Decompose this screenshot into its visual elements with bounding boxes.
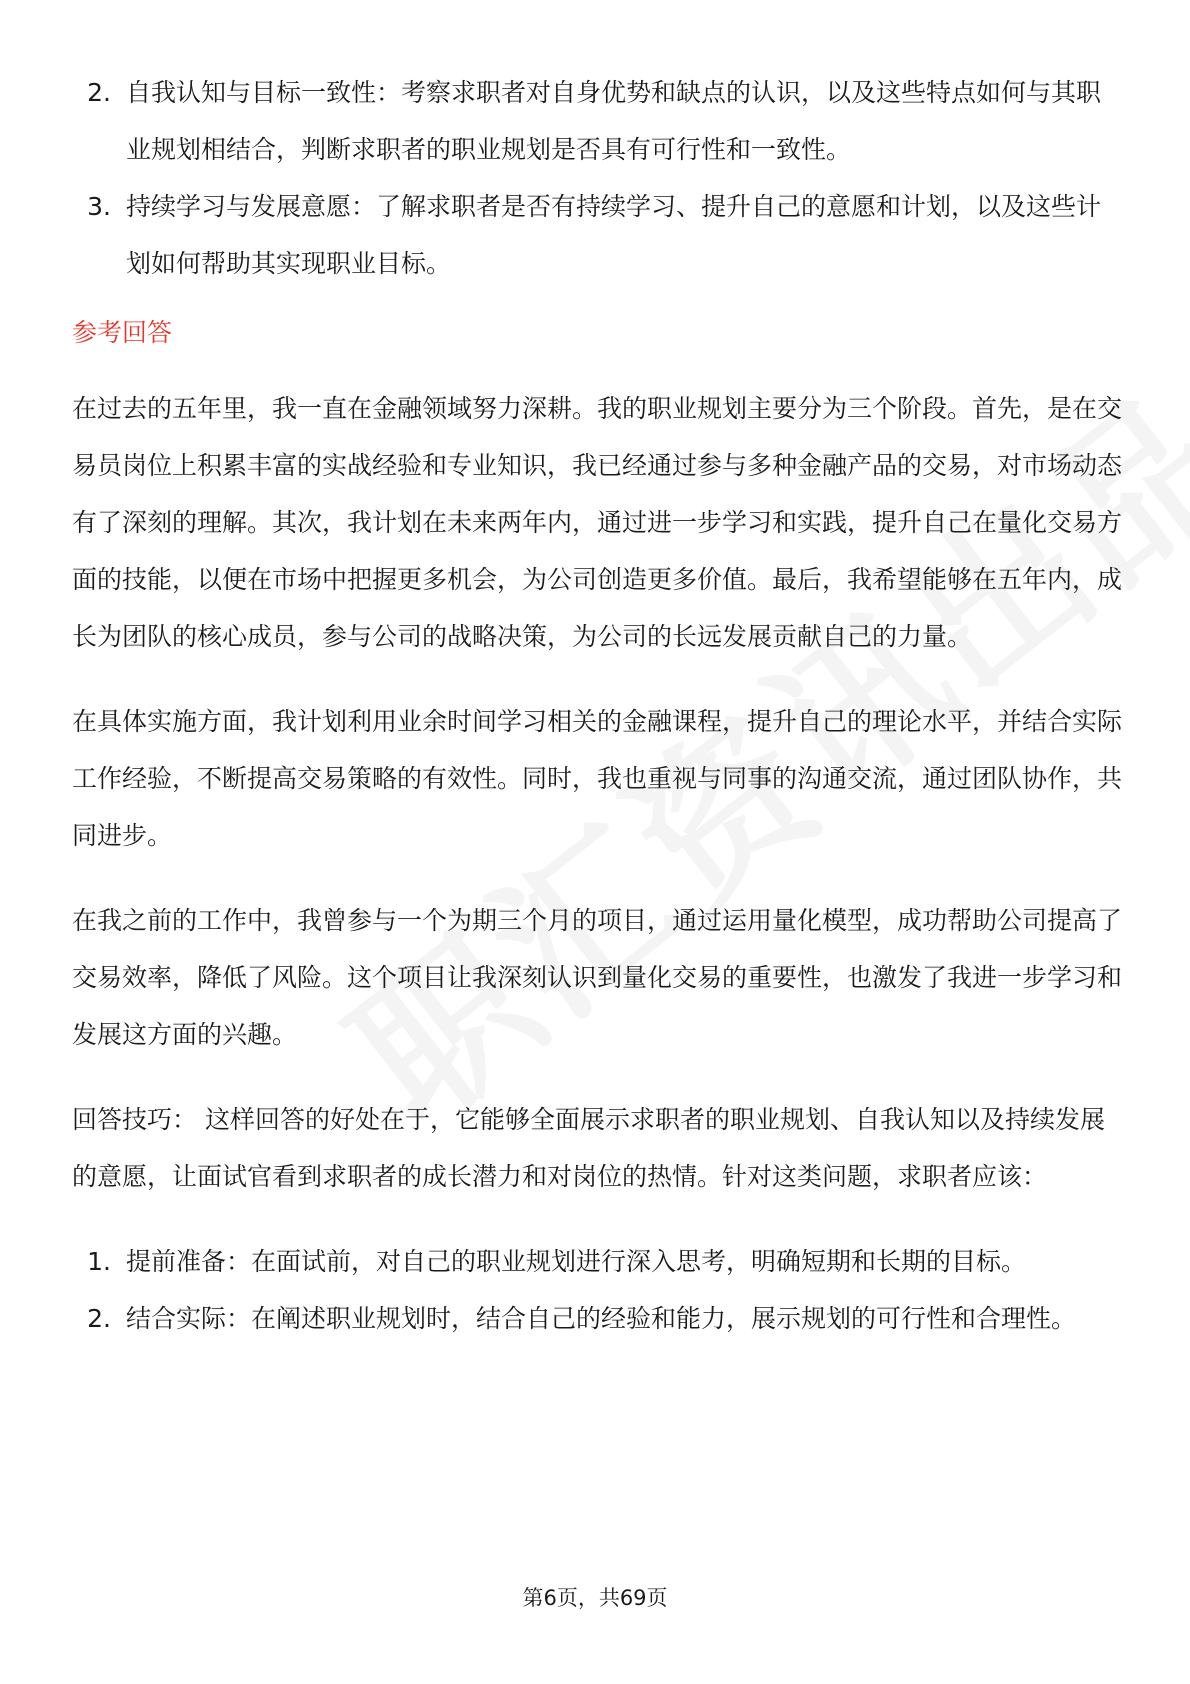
- criteria-list: [72, 64, 1122, 292]
- tips-paragraph: 回答技巧： 这样回答的好处在于，它能够全面展示求职者的职业规划、自我认知以及持续发展的意愿，让面试官看到求职者的成长潜力和对岗位的热情。针对这类问题，求职者应该：: [72, 1105, 1105, 1191]
- list-item: [72, 1290, 1122, 1347]
- list-item: [72, 178, 1122, 292]
- answer-paragraph: 在我之前的工作中，我曾参与一个为期三个月的项目，通过运用量化模型，成功帮助公司提高了交易效率，降低了风险。这个项目让我深刻认识到量化交易的重要性，也激发了我进一步学习和发展这方面的兴趣。: [72, 906, 1123, 1049]
- tips-list: [72, 1233, 1122, 1347]
- list-item: [72, 1233, 1122, 1290]
- list-item-number: 2.: [87, 1304, 111, 1333]
- answer-paragraph: 在具体实施方面，我计划利用业余时间学习相关的金融课程，提升自己的理论水平，并结合实际工作经验，不断提高交易策略的有效性。同时，我也重视与同事的沟通交流，通过团队协作，共同进步。: [72, 707, 1123, 850]
- list-item: [72, 64, 1122, 178]
- list-item-text: 提前准备：在面试前，对自己的职业规划进行深入思考，明确短期和长期的目标。: [126, 1247, 1027, 1276]
- list-item-number: 2.: [87, 78, 111, 107]
- page-footer: 第6页，共69页: [522, 1586, 668, 1610]
- document-content: [72, 64, 1122, 1347]
- answer-paragraph: 在过去的五年里，我一直在金融领域努力深耕。我的职业规划主要分为三个阶段。首先，是在交易员岗位上积累丰富的实战经验和专业知识，我已经通过参与多种金融产品的交易，对市场动态有了深刻的理解。其次，我计划在未来两年内，通过进一步学习和实践，提升自己在量化交易方面的技能，以便在市场中把握更多机会，为公司创造更多价值。最后，我希望能够在五年内，成长为团队的核心成员，参与公司的战略决策，为公司的长远发展贡献自己的力量。: [72, 394, 1123, 651]
- list-item-number: 3.: [87, 192, 111, 221]
- section-title-reference-answer: 参考回答: [72, 318, 173, 347]
- list-item-text: 自我认知与目标一致性：考察求职者对自身优势和缺点的认识，以及这些特点如何与其职业规划相结合，判断求职者的职业规划是否具有可行性和一致性。: [126, 78, 1102, 164]
- list-item-text: 持续学习与发展意愿：了解求职者是否有持续学习、提升自己的意愿和计划，以及这些计划如何帮助其实现职业目标。: [126, 192, 1102, 278]
- list-item-number: 1.: [87, 1247, 111, 1276]
- list-item-text: 结合实际：在阐述职业规划时，结合自己的经验和能力，展示规划的可行性和合理性。: [126, 1304, 1077, 1333]
